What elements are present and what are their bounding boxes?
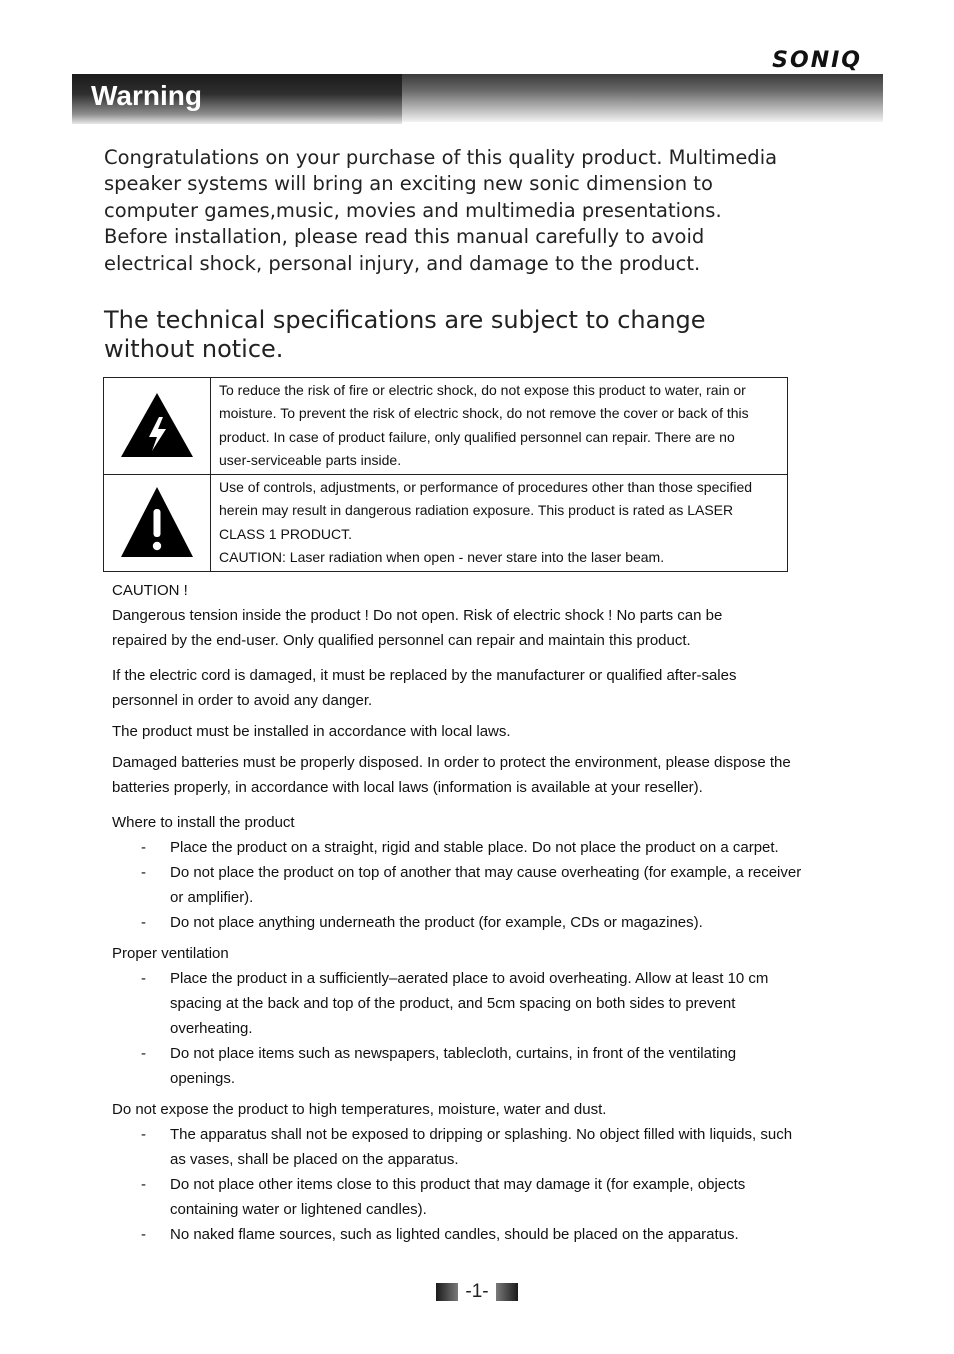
page-marker-left <box>436 1283 458 1301</box>
page-number: -1- <box>465 1281 489 1302</box>
page-footer <box>436 1281 518 1303</box>
warning-line: moisture. To prevent the risk of electric shock, do not remove the cover or back of this <box>219 405 749 422</box>
safety-instructions <box>112 578 847 1247</box>
text-line: Damaged batteries must be properly disposed. In order to protect the environment, please dispose the <box>112 754 791 771</box>
text-line: as vases, shall be placed on the apparatus. <box>170 1151 459 1168</box>
list-item <box>112 1041 847 1091</box>
warning-line: Use of controls, adjustments, or performance of procedures other than those specified <box>219 479 753 496</box>
text-line: Place the product in a sufficiently–aerated place to avoid overheating. Allow at least 10 cm <box>170 970 769 987</box>
warning-line: To reduce the risk of fire or electric shock, do not expose this product to water, rain or <box>219 382 746 398</box>
warning-row-electric <box>104 378 788 475</box>
list-marker: - <box>141 1045 146 1062</box>
warning-line: user-serviceable parts inside. <box>219 451 402 468</box>
list-marker: - <box>141 914 146 931</box>
intro-line: Before installation, please read this manual carefully to avoid <box>104 225 705 249</box>
intro-line: Congratulations on your purchase of this quality product. Multimedia <box>104 146 778 169</box>
list-marker: - <box>141 1176 146 1193</box>
install-laws-paragraph: The product must be installed in accordance with local laws. <box>112 723 511 740</box>
intro-line: electrical shock, personal injury, and damage to the product. <box>104 251 701 275</box>
notice-line: without notice. <box>104 334 284 363</box>
install-list <box>112 835 847 935</box>
text-line: Do not place other items close to this product that may damage it (for example, objects <box>170 1176 746 1193</box>
text-line: spacing at the back and top of the product, and 5cm spacing on both sides to prevent <box>170 995 736 1012</box>
text-line: batteries properly, in accordance with local laws (information is available at your reseller). <box>112 779 703 796</box>
list-item <box>112 835 847 860</box>
list-item <box>112 1222 847 1247</box>
text-line: containing water or lightened candles). <box>170 1201 427 1218</box>
exclamation-warning-icon <box>119 485 195 559</box>
exposure-heading: Do not expose the product to high temperatures, moisture, water and dust. <box>112 1101 607 1118</box>
section-title: Warning <box>91 80 202 111</box>
list-marker: - <box>141 1226 146 1243</box>
list-item <box>112 1122 847 1172</box>
list-marker: - <box>141 864 146 881</box>
text-line: openings. <box>170 1070 236 1087</box>
lightning-warning-icon <box>119 391 195 459</box>
batteries-paragraph <box>112 750 847 800</box>
list-item <box>112 966 847 1041</box>
warning-text <box>211 475 788 572</box>
list-marker: - <box>141 1126 146 1143</box>
warning-row-laser <box>104 475 788 572</box>
text-line: Do not place anything underneath the product (for example, CDs or magazines). <box>170 914 703 931</box>
ventilation-list <box>112 966 847 1091</box>
warning-line: CAUTION: Laser radiation when open - never stare into the laser beam. <box>219 549 665 566</box>
warning-text <box>211 378 788 475</box>
text-line: Dangerous tension inside the product ! Do not open. Risk of electric shock ! No parts can be <box>112 607 723 624</box>
icon-cell <box>104 475 211 572</box>
text-line: overheating. <box>170 1020 253 1037</box>
warning-line: CLASS 1 PRODUCT. <box>219 525 353 542</box>
caution-paragraph <box>112 603 847 653</box>
exposure-list <box>112 1122 847 1247</box>
list-marker: - <box>141 839 146 856</box>
list-item <box>112 860 847 910</box>
intro-line: computer games,music, movies and multimedia presentations. <box>104 198 722 222</box>
list-marker: - <box>141 970 146 987</box>
intro-line: speaker systems will bring an exciting new sonic dimension to <box>104 172 713 196</box>
list-item <box>112 910 847 935</box>
page-marker-right <box>496 1283 518 1301</box>
text-line: repaired by the end-user. Only qualified personnel can repair and maintain this product. <box>112 632 691 649</box>
notice-line: The technical specifications are subject to change <box>104 306 706 334</box>
cord-paragraph <box>112 663 847 713</box>
ventilation-heading: Proper ventilation <box>112 945 229 962</box>
text-line: No naked flame sources, such as lighted candles, should be placed on the apparatus. <box>170 1226 739 1243</box>
icon-cell <box>104 378 211 475</box>
text-line: If the electric cord is damaged, it must be replaced by the manufacturer or qualified after-sales <box>112 667 737 684</box>
warning-line: herein may result in dangerous radiation exposure. This product is rated as LASER <box>219 502 734 519</box>
text-line: personnel in order to avoid any danger. <box>112 692 373 709</box>
install-heading: Where to install the product <box>112 814 295 831</box>
text-line: Do not place the product on top of another that may cause overheating (for example, a receiver <box>170 864 802 881</box>
intro-paragraph <box>104 145 824 277</box>
caution-heading: CAUTION ! <box>112 582 188 599</box>
brand-logo: SONIQ <box>772 48 862 73</box>
spec-notice <box>104 306 824 363</box>
text-line: The apparatus shall not be exposed to dripping or splashing. No object filled with liquids, such <box>170 1126 793 1143</box>
text-line: Do not place items such as newspapers, tablecloth, curtains, in front of the ventilating <box>170 1045 737 1062</box>
text-line: or amplifier). <box>170 889 254 906</box>
warning-line: product. In case of product failure, only qualified personnel can repair. There are no <box>219 428 735 445</box>
warning-table <box>103 377 788 572</box>
list-item <box>112 1172 847 1222</box>
text-line: Place the product on a straight, rigid and stable place. Do not place the product on a carpet. <box>170 839 779 856</box>
